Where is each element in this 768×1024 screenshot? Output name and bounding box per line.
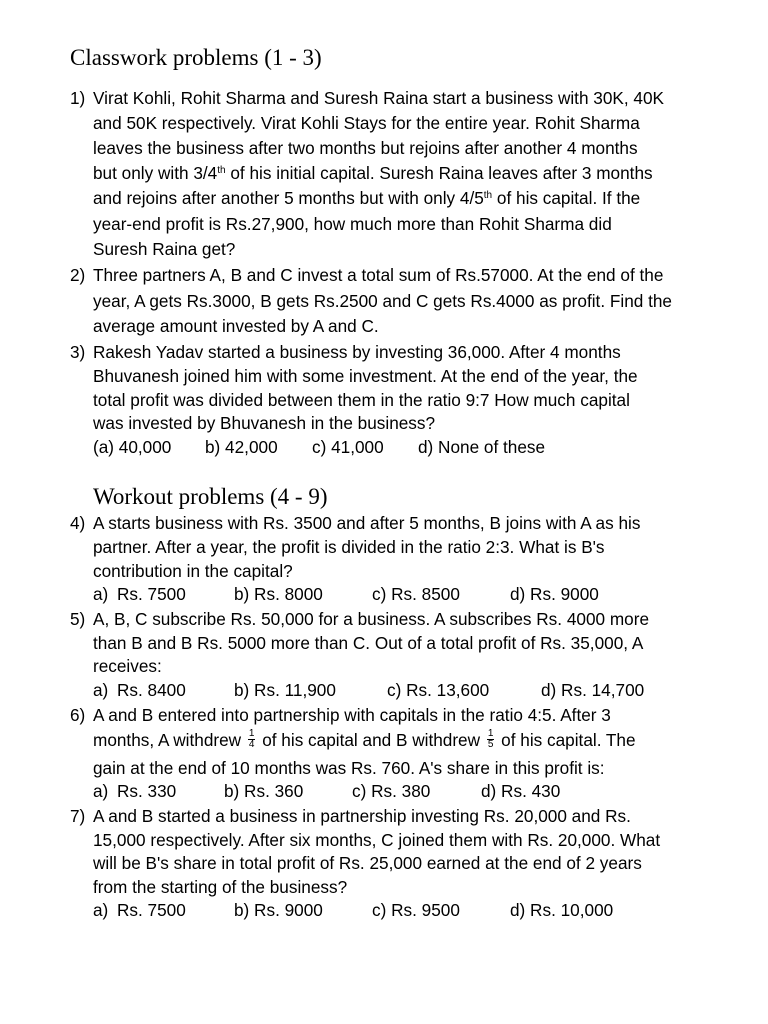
problem-line: Bhuvanesh joined him with some investment. At the end of the year, the (93, 366, 638, 386)
problem-line: A, B, C subscribe Rs. 50,000 for a business. A subscribes Rs. 4000 more (93, 609, 649, 629)
problem-line: average amount invested by A and C. (93, 316, 379, 336)
workout-heading: Workout problems (4 - 9) (93, 484, 328, 509)
answer-option: d) Rs. 14,700 (541, 680, 645, 700)
answer-option: b) 42,000 (205, 437, 278, 457)
problem-number: 2) (70, 265, 86, 285)
problem-line: Rakesh Yadav started a business by investing 36,000. After 4 months (93, 342, 621, 362)
problem-line: than B and B Rs. 5000 more than C. Out of a total profit of Rs. 35,000, A (93, 633, 644, 653)
problem-line: year-end profit is Rs.27,900, how much more than Rohit Sharma did (93, 214, 612, 234)
problem-line: 15,000 respectively. After six months, C joined them with Rs. 20,000. What (93, 830, 661, 850)
answer-option: b) Rs. 360 (224, 781, 304, 801)
answer-option: Rs. 7500 (117, 900, 186, 920)
problem-number: 5) (70, 609, 86, 629)
answer-option: (a) 40,000 (93, 437, 172, 457)
answer-option: b) Rs. 8000 (234, 584, 323, 604)
problem-line: Virat Kohli, Rohit Sharma and Suresh Raina start a business with 30K, 40K (93, 88, 664, 108)
problem-line: Three partners A, B and C invest a total sum of Rs.57000. At the end of the (93, 265, 664, 285)
problem-line: Suresh Raina get? (93, 239, 236, 259)
problem-line: was invested by Bhuvanesh in the business? (93, 413, 436, 433)
problem-line: A and B entered into partnership with capitals in the ratio 4:5. After 3 (93, 705, 611, 725)
fraction-one-fifth: $\frac{1}{5}$ (487, 727, 494, 750)
problem-line: year, A gets Rs.3000, B gets Rs.2500 and C gets Rs.4000 as profit. Find the (93, 291, 672, 311)
answer-option: a) (93, 781, 109, 801)
answer-option: Rs. 330 (117, 781, 177, 801)
problem-line: A and B started a business in partnership investing Rs. 20,000 and Rs. (93, 806, 631, 826)
answer-option: c) 41,000 (312, 437, 384, 457)
answer-option: c) Rs. 13,600 (387, 680, 490, 700)
answer-option: d) Rs. 9000 (510, 584, 599, 604)
problem-line: receives: (93, 656, 162, 676)
problem-line: from the starting of the business? (93, 877, 348, 897)
problem-line: leaves the business after two months but rejoins after another 4 months (93, 138, 638, 158)
answer-option: d) Rs. 430 (481, 781, 561, 801)
problem-number: 3) (70, 342, 86, 362)
answer-option: a) (93, 900, 109, 920)
problem-number: 6) (70, 705, 86, 725)
problem-number: 7) (70, 806, 86, 826)
problem-line: will be B's share in total profit of Rs. 25,000 earned at the end of 2 years (93, 853, 642, 873)
problem-line: and 50K respectively. Virat Kohli Stays for the entire year. Rohit Sharma (93, 113, 640, 133)
problem-line: partner. After a year, the profit is divided in the ratio 2:3. What is B's (93, 537, 605, 557)
answer-option: b) Rs. 9000 (234, 900, 323, 920)
answer-option: b) Rs. 11,900 (234, 680, 336, 700)
answer-option: a) (93, 584, 109, 604)
problem-line: gain at the end of 10 months was Rs. 760. A's share in this profit is: (93, 758, 605, 778)
answer-option: c) Rs. 9500 (372, 900, 460, 920)
classwork-heading: Classwork problems (1 - 3) (70, 45, 322, 70)
problem-number: 4) (70, 513, 86, 533)
answer-option: d) None of these (418, 437, 546, 457)
problem-line: A starts business with Rs. 3500 and after 5 months, B joins with A as his (93, 513, 641, 533)
answer-option: d) Rs. 10,000 (510, 900, 614, 920)
problem-number: 1) (70, 88, 86, 108)
fraction-one-quarter: $\frac{1}{4}$ (248, 727, 255, 750)
answer-option: Rs. 8400 (117, 680, 186, 700)
answer-option: Rs. 7500 (117, 584, 186, 604)
problem-line: contribution in the capital? (93, 561, 293, 581)
answer-option: c) Rs. 380 (352, 781, 431, 801)
problem-line: months, A withdrew $\frac{1}{4}$ of his capital and B withdrew $\frac{1}{5}$ of his capital. The (93, 727, 636, 750)
answer-option: a) (93, 680, 109, 700)
answer-option: c) Rs. 8500 (372, 584, 460, 604)
problem-line: and rejoins after another 5 months but with only 4/5th of his capital. If the (93, 188, 641, 208)
problem-line: total profit was divided between them in the ratio 9:7 How much capital (93, 390, 630, 410)
problem-line: but only with 3/4th of his initial capital. Suresh Raina leaves after 3 months (93, 163, 653, 183)
